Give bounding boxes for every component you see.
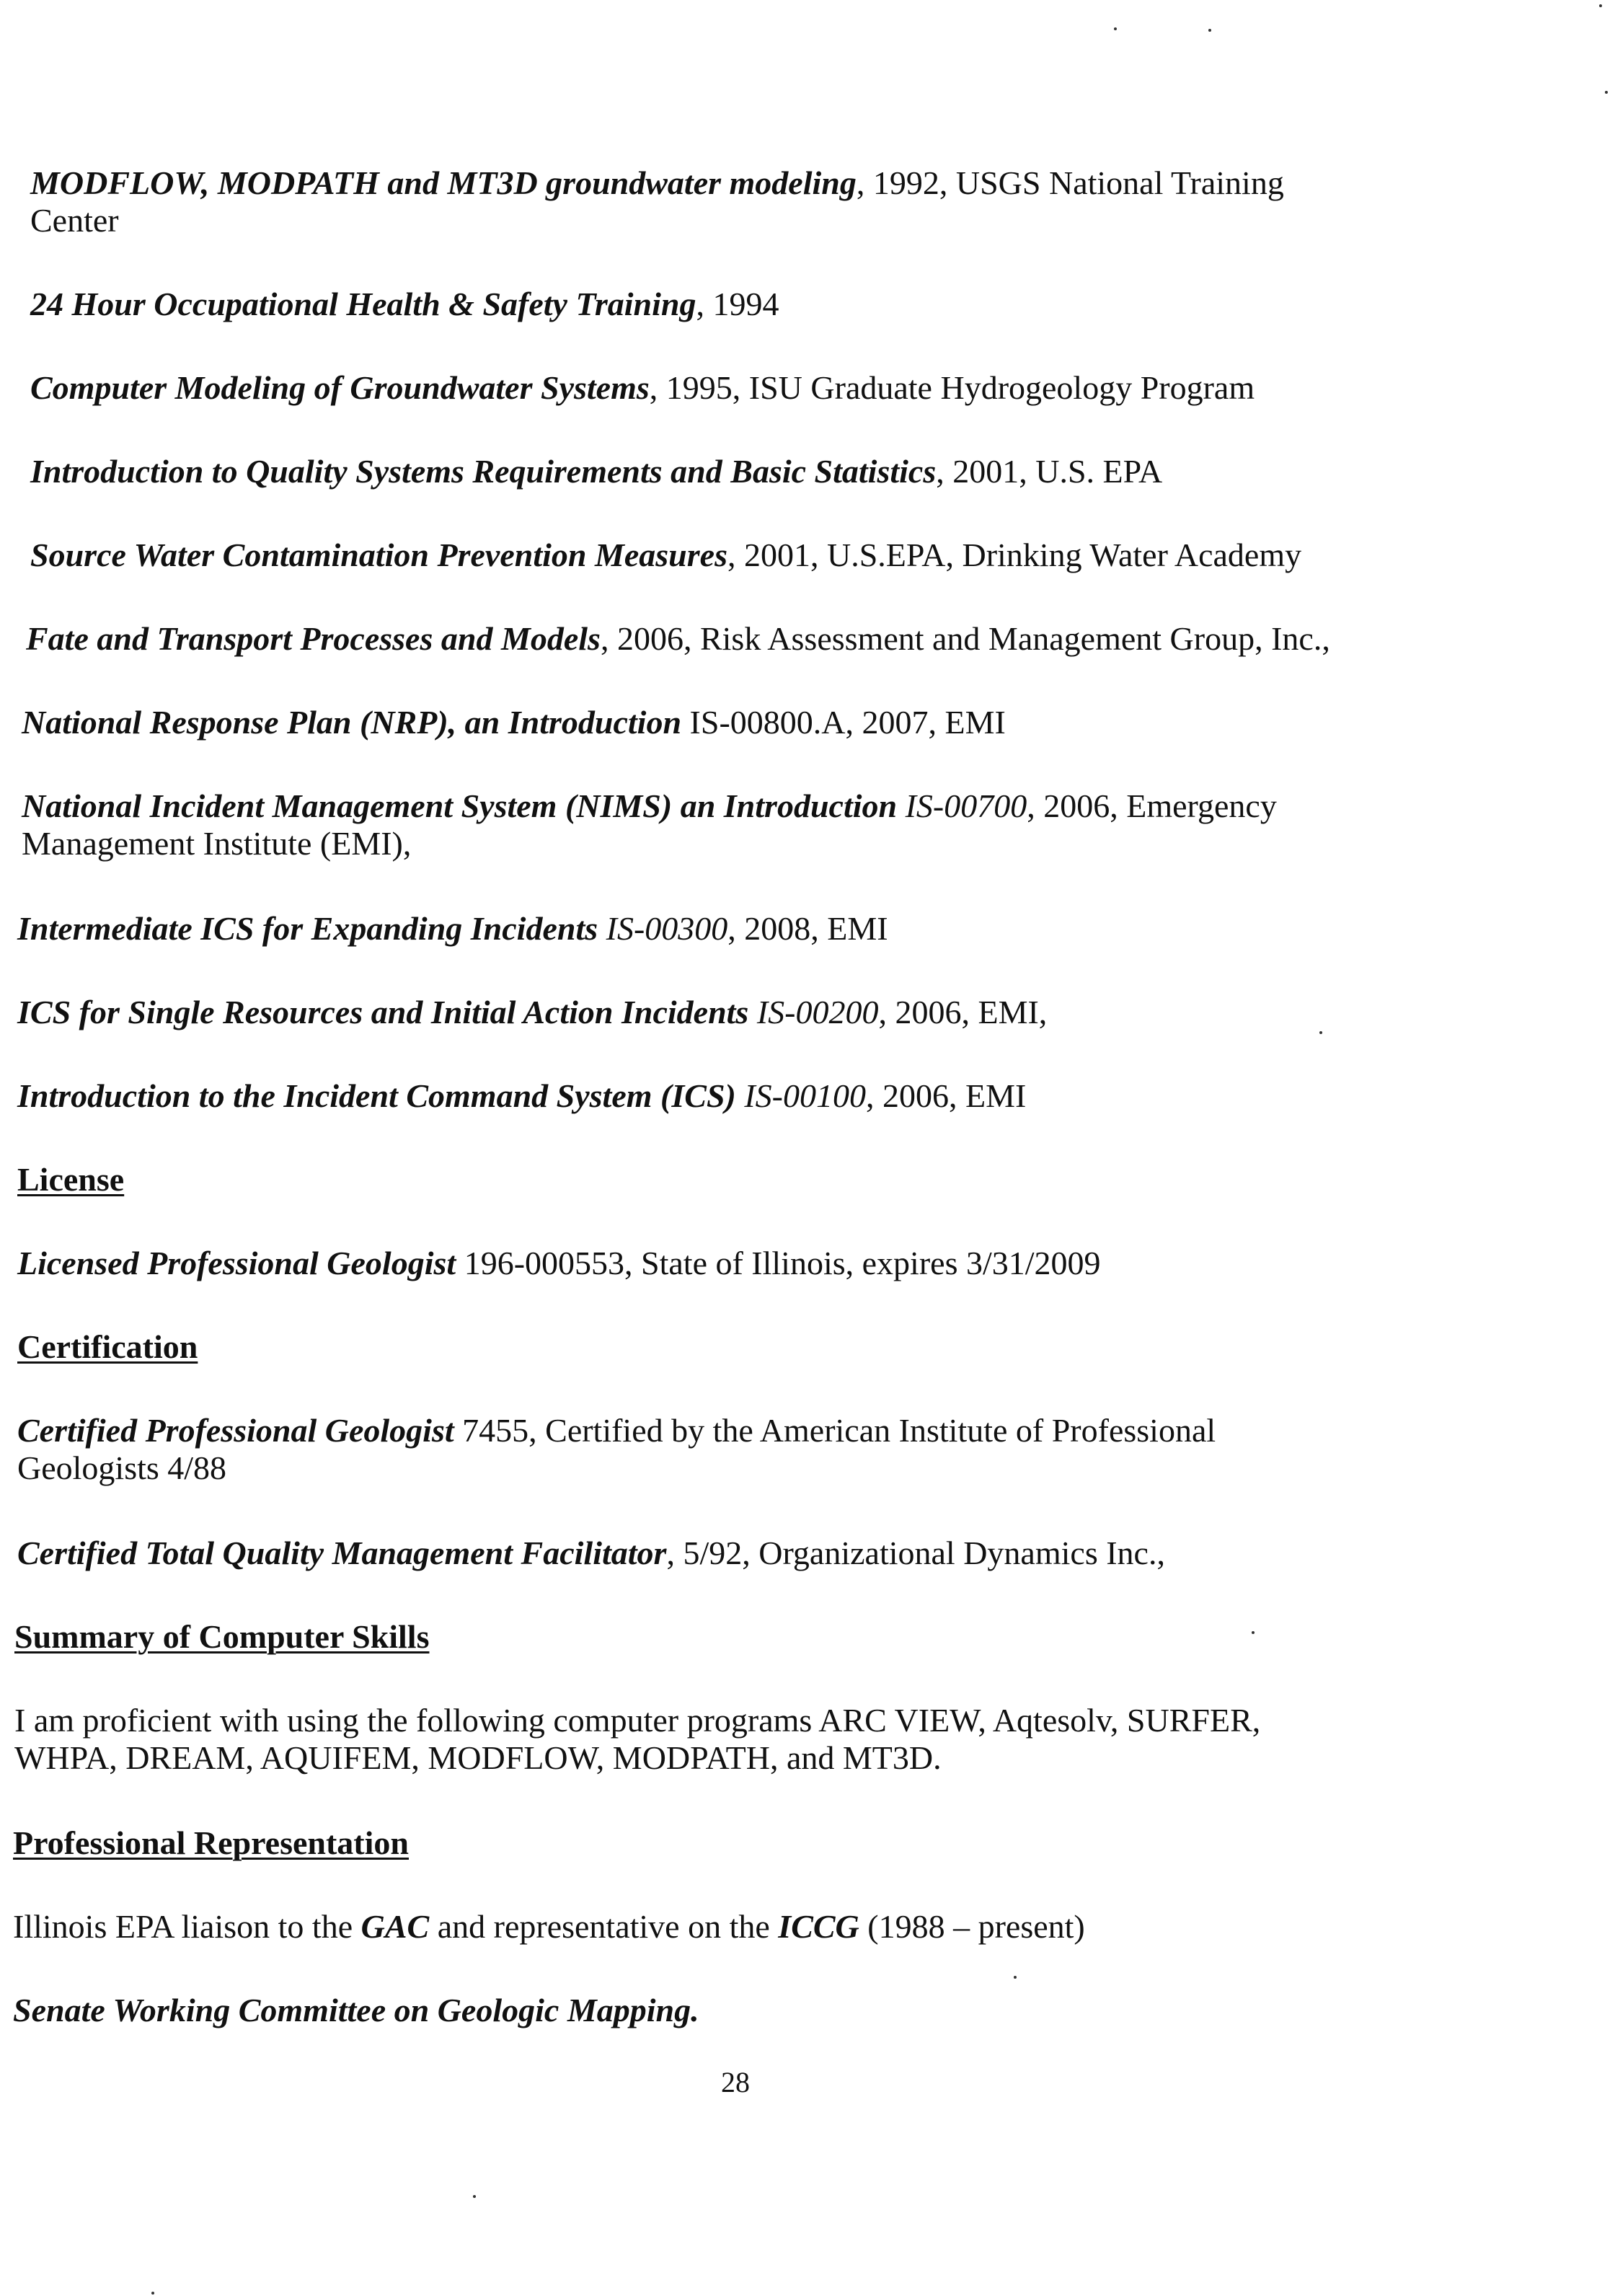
- representation-heading: Professional Representation: [13, 1824, 409, 1861]
- computer-skills-text: I am proficient with using the following computer programs ARC VIEW, Aqtesolv, SURFER, WHPA, DREAM, AQUIFEM, MODFLOW, MODPATH, and MT3D.: [14, 1702, 1261, 1776]
- representation-senate: Senate Working Committee on Geologic Mapping.: [13, 1992, 699, 2028]
- certification-item-tqm: Certified Total Quality Management Facilitator, 5/92, Organizational Dynamics Inc.,: [17, 1535, 1165, 1571]
- training-item-groundwater-systems: Computer Modeling of Groundwater Systems, 1995, ISU Graduate Hydrogeology Program: [30, 369, 1255, 406]
- scan-speck: [1252, 1631, 1255, 1634]
- scan-speck: [1319, 1031, 1322, 1034]
- computer-skills-heading: Summary of Computer Skills: [14, 1618, 430, 1655]
- training-item-quality-systems: Introduction to Quality Systems Requirements and Basic Statistics, 2001, U.S. EPA: [30, 453, 1163, 490]
- training-item-ics-300: Intermediate ICS for Expanding Incidents IS-00300, 2008, EMI: [17, 910, 888, 947]
- training-item-nrp: National Response Plan (NRP), an Introduction IS-00800.A, 2007, EMI: [22, 704, 1006, 741]
- scan-speck: [473, 2195, 476, 2198]
- training-item-source-water: Source Water Contamination Prevention Measures, 2001, U.S.EPA, Drinking Water Academy: [30, 537, 1302, 573]
- page-number: 28: [721, 2066, 750, 2098]
- training-item-nims: National Incident Management System (NIMS) an Introduction IS-00700, 2006, Emergency Management Institute (EMI),: [22, 787, 1277, 862]
- scan-speck: [1114, 27, 1117, 30]
- scan-speck: [1014, 1976, 1017, 1979]
- training-item-ics-200: ICS for Single Resources and Initial Action Incidents IS-00200, 2006, EMI,: [17, 994, 1048, 1030]
- license-item: Licensed Professional Geologist 196-000553, State of Illinois, expires 3/31/2009: [17, 1245, 1101, 1281]
- scan-speck: [1599, 4, 1602, 7]
- scan-speck: [1208, 29, 1211, 32]
- training-item-modflow: MODFLOW, MODPATH and MT3D groundwater modeling, 1992, USGS National Training Center: [30, 164, 1284, 239]
- scan-speck: [1605, 91, 1608, 94]
- license-heading: License: [17, 1161, 125, 1198]
- certification-heading: Certification: [17, 1328, 198, 1365]
- training-item-ics-100: Introduction to the Incident Command System (ICS) IS-00100, 2006, EMI: [17, 1077, 1027, 1114]
- training-item-fate-transport: Fate and Transport Processes and Models, 2006, Risk Assessment and Management Group, Inc.,: [26, 620, 1330, 657]
- scan-speck: [151, 2292, 154, 2295]
- certification-item-cpg: Certified Professional Geologist 7455, Certified by the American Institute of Professional Geologists 4/88: [17, 1412, 1216, 1486]
- training-item-osha: 24 Hour Occupational Health & Safety Training, 1994: [30, 286, 779, 322]
- representation-text: Illinois EPA liaison to the GAC and representative on the ICCG (1988 – present): [13, 1908, 1085, 1945]
